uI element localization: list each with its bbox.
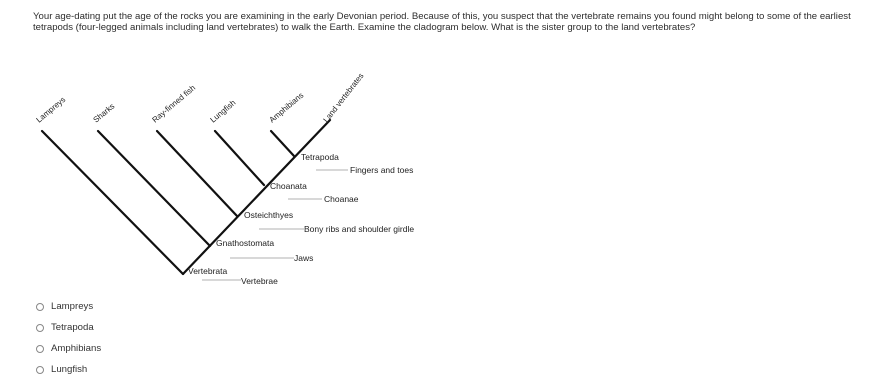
taxon-label-ray-finned-fish: Ray-finned fish (150, 83, 198, 125)
branch-amphibians (271, 131, 294, 156)
answer-label: Amphibians (51, 343, 102, 354)
taxon-label-land-vertebrates: Land vertebrates (321, 71, 366, 125)
radio-button[interactable] (36, 324, 44, 332)
answer-options (36, 296, 101, 380)
trait-label-fingers-and-toes: Fingers and toes (350, 165, 414, 175)
answer-option-lampreys[interactable] (36, 296, 101, 317)
trait-label-choanae: Choanae (324, 194, 359, 204)
taxon-label-lungfish: Lungfish (208, 98, 238, 125)
taxon-label-lampreys: Lampreys (34, 95, 68, 125)
answer-label: Tetrapoda (51, 322, 94, 333)
trait-label-bony-ribs-and-shoulder-girdle: Bony ribs and shoulder girdle (304, 224, 415, 234)
answer-option-amphibians[interactable] (36, 338, 101, 359)
question-text: Your age-dating put the age of the rocks you are examining in the early Devonian period. Because of this, you suspect that the vertebrate remains you found might belong to some of the earliest tetrapods (four-legged animals including land vertebrates) to walk the Earth. Examine the cladogram below. What is the sister group to the land vertebrates? (33, 11, 851, 33)
node-label-osteichthyes: Osteichthyes (244, 210, 294, 220)
trait-label-jaws: Jaws (294, 253, 314, 263)
branch-lampreys (42, 131, 183, 274)
node-label-tetrapoda: Tetrapoda (301, 152, 339, 162)
radio-button[interactable] (36, 303, 44, 311)
taxon-label-sharks: Sharks (91, 101, 117, 125)
taxon-label-amphibians: Amphibians (267, 90, 306, 125)
branch-sharks (98, 131, 210, 246)
answer-label: Lampreys (51, 301, 94, 312)
branch-lungfish (215, 131, 264, 185)
radio-button[interactable] (36, 345, 44, 353)
answer-option-tetrapoda[interactable] (36, 317, 101, 338)
branch-land-vertebrates (183, 120, 330, 274)
node-label-vertebrata: Vertebrata (188, 266, 228, 276)
answer-label: Lungfish (51, 364, 88, 375)
trait-label-vertebrae: Vertebrae (241, 276, 278, 286)
node-label-choanata: Choanata (270, 181, 307, 191)
node-label-gnathostomata: Gnathostomata (216, 238, 275, 248)
